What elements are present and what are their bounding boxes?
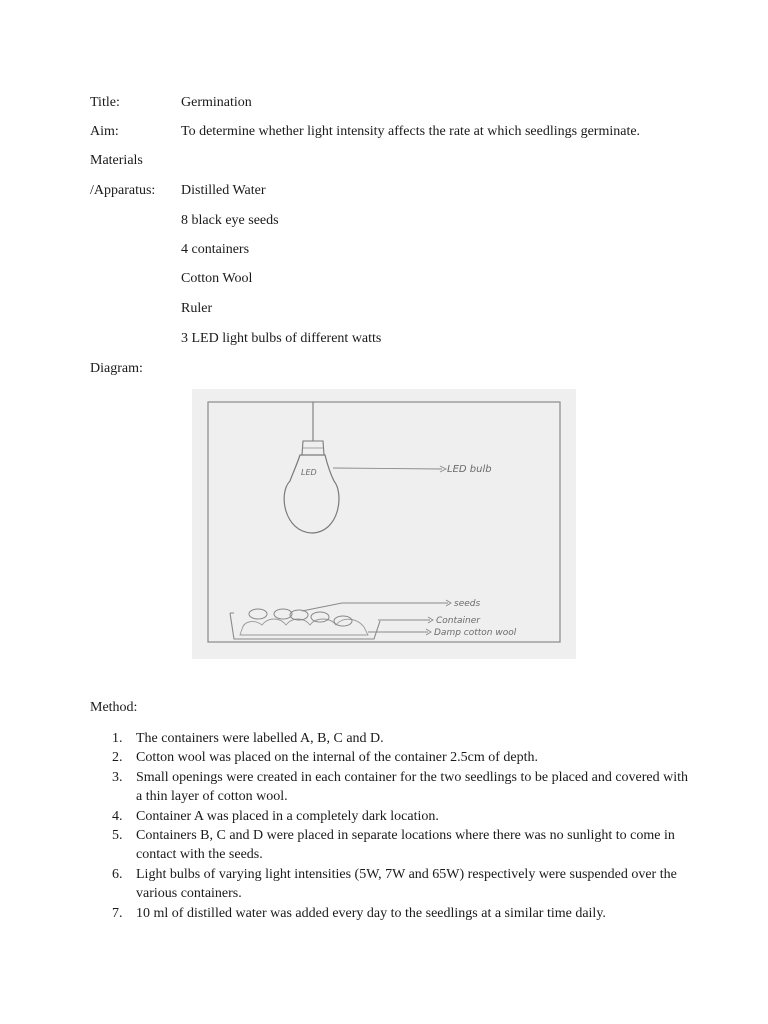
list-item [90,826,690,865]
title-value: Germination [181,95,252,110]
step-text: Containers B, C and D were placed in separate locations where there was no sunlight to come in contact with the seeds. [136,828,675,863]
material-item: 8 black eye seeds [181,213,279,228]
material-item: 4 containers [181,242,250,257]
step-text: Small openings were created in each container for the two seedlings to be placed and covered with a thin layer of cotton wool. [136,769,689,805]
bulb-text: LED [301,468,317,477]
step-number: 5. [112,828,123,844]
list-item [90,768,690,807]
step-number: 1. [112,731,123,746]
list-item [90,748,690,767]
step-text: Container A was placed in a completely dark location. [136,808,439,824]
label-seeds: seeds [454,599,481,609]
material-item: Ruler [181,301,213,316]
step-text: Light bulbs of varying light intensities (5W, 7W and 65W) respectively were suspended over the various containers. [136,866,677,902]
method-steps [90,729,690,923]
title-label: Title: [90,95,120,110]
label-led-bulb: LED bulb [447,464,492,475]
aim-label: Aim: [90,124,119,139]
seed [334,616,352,626]
list-item [90,729,690,748]
material-item: Cotton Wool [181,271,253,286]
step-number: 7. [112,905,123,921]
seed [290,610,308,620]
list-item [90,865,690,904]
seed [274,609,292,619]
diagram-label: Diagram: [90,361,143,376]
step-number: 3. [112,769,123,785]
cotton-wool [240,619,368,635]
list-item [90,904,690,923]
step-number: 2. [112,750,123,766]
seed [311,612,329,622]
aim-value: To determine whether light intensity affects the rate at which seedlings germinate. [181,124,641,139]
led-bulb-icon [284,455,339,533]
material-item: Distilled Water [181,183,266,198]
step-text: Cotton wool was placed on the internal of the container 2.5cm of depth. [136,750,539,766]
step-number: 4. [112,808,123,824]
materials-label-line1: Materials [90,153,143,168]
label-damp-cotton-wool: Damp cotton wool [434,628,517,638]
label-container: Container [436,616,480,626]
material-item: 3 LED light bulbs of different watts [181,331,382,346]
step-text: The containers were labelled A, B, C and D. [136,731,384,746]
seed [249,609,267,619]
diagram-drawing [192,389,576,659]
step-text: 10 ml of distilled water was added every day to the seedlings at a similar time daily. [136,905,606,921]
germination-diagram [192,389,576,659]
materials-label-line2: /Apparatus: [90,183,156,198]
list-item [90,807,690,826]
method-heading: Method: [90,700,138,715]
step-number: 6. [112,866,123,882]
diagram-frame [208,402,560,642]
